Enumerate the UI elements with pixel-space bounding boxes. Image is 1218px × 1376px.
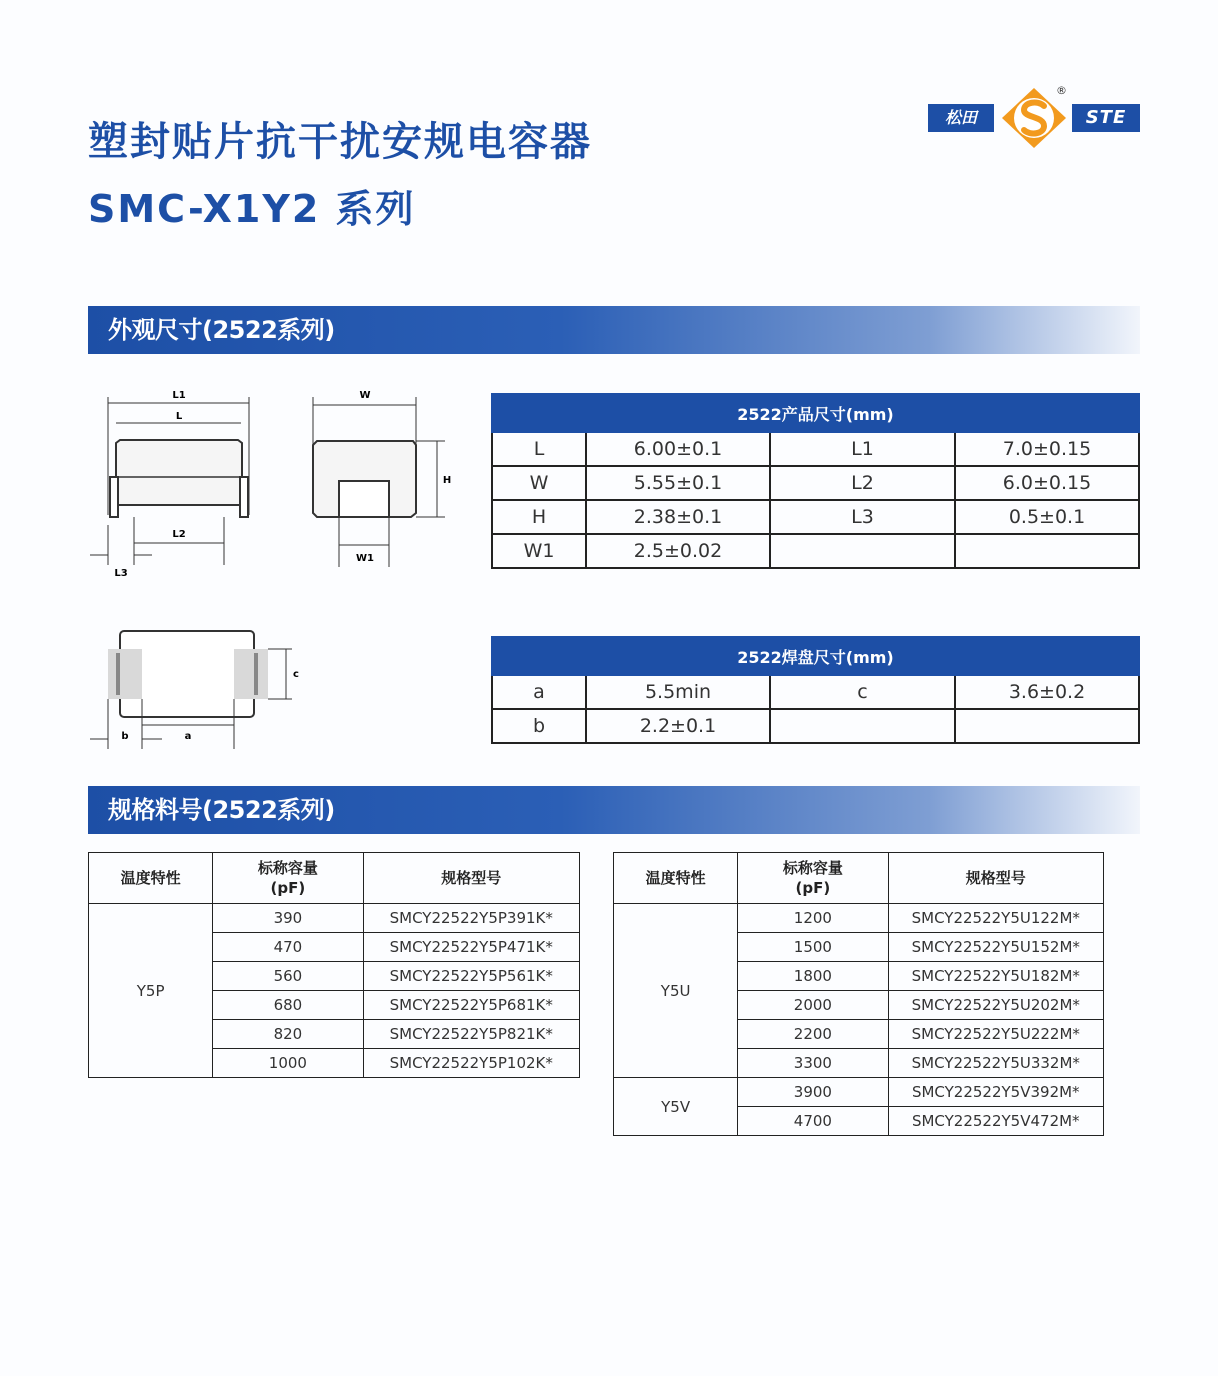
model-cell: SMCY22522Y5V392M*: [888, 1078, 1103, 1107]
logo-right-text: STE: [1072, 104, 1140, 132]
table-cell: [770, 709, 955, 743]
brand-logo: [928, 86, 1140, 150]
section-spec: 规格料号(2522系列): [88, 786, 1140, 834]
model-cell: SMCY22522Y5V472M*: [888, 1107, 1103, 1136]
table-cell: L3: [770, 500, 955, 534]
table-cell: c: [770, 675, 955, 709]
header-capacitance: 标称容量 (pF): [213, 853, 363, 904]
cap-cell: 1500: [738, 933, 888, 962]
table-cell: W1: [492, 534, 586, 568]
side-view-diagram: [86, 385, 266, 580]
table-cell: 2.38±0.1: [586, 500, 770, 534]
label-L2: L2: [172, 529, 186, 540]
product-dimensions-table: [491, 393, 1140, 569]
table-cell: W: [492, 466, 586, 500]
header-model: 规格型号: [888, 853, 1103, 904]
table-cell: 2.5±0.02: [586, 534, 770, 568]
model-cell: SMCY22522Y5P561K*: [363, 962, 579, 991]
model-cell: SMCY22522Y5P102K*: [363, 1049, 579, 1078]
table-cell: 2.2±0.1: [586, 709, 770, 743]
cap-cell: 470: [213, 933, 363, 962]
model-cell: SMCY22522Y5U182M*: [888, 962, 1103, 991]
pad-dimensions-table: [491, 636, 1140, 744]
page-subtitle: SMC-X1Y2 系列: [88, 187, 416, 231]
cap-cell: 820: [213, 1020, 363, 1049]
table-cell: 7.0±0.15: [955, 432, 1139, 466]
header-model: 规格型号: [363, 853, 579, 904]
pad-dimensions-title: 2522焊盘尺寸(mm): [492, 637, 1139, 675]
label-W: W: [359, 390, 371, 401]
model-cell: SMCY22522Y5U202M*: [888, 991, 1103, 1020]
cap-cell: 1000: [213, 1049, 363, 1078]
table-cell: 6.00±0.1: [586, 432, 770, 466]
model-cell: SMCY22522Y5U122M*: [888, 904, 1103, 933]
table-cell: 6.0±0.15: [955, 466, 1139, 500]
model-cell: SMCY22522Y5U152M*: [888, 933, 1103, 962]
temp-cell: Y5U: [614, 904, 738, 1078]
label-L1: L1: [172, 390, 186, 401]
table-row: [492, 466, 1139, 500]
table-row: [492, 709, 1139, 743]
table-row: [89, 904, 580, 933]
spec-table-left: [88, 852, 580, 1078]
table-cell: H: [492, 500, 586, 534]
table-cell: 5.5min: [586, 675, 770, 709]
cap-cell: 1800: [738, 962, 888, 991]
header-temp: 温度特性: [614, 853, 738, 904]
cap-cell: 2000: [738, 991, 888, 1020]
table-cell: b: [492, 709, 586, 743]
cap-cell: 680: [213, 991, 363, 1020]
pad-layout-diagram: [86, 625, 306, 755]
table-row: [492, 432, 1139, 466]
header-capacitance: 标称容量 (pF): [738, 853, 888, 904]
front-view-diagram: [305, 385, 465, 575]
logo-reg-mark: ®: [1056, 84, 1067, 97]
table-cell: [955, 709, 1139, 743]
model-cell: SMCY22522Y5U222M*: [888, 1020, 1103, 1049]
label-a: a: [184, 731, 192, 742]
table-cell: L2: [770, 466, 955, 500]
model-cell: SMCY22522Y5P681K*: [363, 991, 579, 1020]
cap-cell: 4700: [738, 1107, 888, 1136]
model-cell: SMCY22522Y5P391K*: [363, 904, 579, 933]
label-W1: W1: [356, 553, 374, 564]
table-cell: L1: [770, 432, 955, 466]
label-L: L: [175, 411, 183, 422]
label-L3: L3: [114, 568, 128, 579]
logo-left-text: 松田: [928, 104, 994, 132]
label-b: b: [121, 731, 129, 742]
label-H: H: [442, 475, 452, 486]
model-cell: SMCY22522Y5P821K*: [363, 1020, 579, 1049]
table-cell: 0.5±0.1: [955, 500, 1139, 534]
cap-cell: 560: [213, 962, 363, 991]
temp-cell: Y5V: [614, 1078, 738, 1136]
table-cell: 3.6±0.2: [955, 675, 1139, 709]
label-c: c: [293, 669, 299, 680]
product-dimensions-title: 2522产品尺寸(mm): [492, 394, 1139, 432]
table-row: [614, 1078, 1104, 1107]
table-row: [614, 904, 1104, 933]
section-appearance: 外观尺寸(2522系列): [88, 306, 1140, 354]
temp-cell: Y5P: [89, 904, 213, 1078]
cap-cell: 390: [213, 904, 363, 933]
header-temp: 温度特性: [89, 853, 213, 904]
table-cell: 5.55±0.1: [586, 466, 770, 500]
table-row: [492, 500, 1139, 534]
page-title: 塑封贴片抗干扰安规电容器: [88, 119, 592, 165]
cap-cell: 3900: [738, 1078, 888, 1107]
table-cell: [955, 534, 1139, 568]
cap-cell: 1200: [738, 904, 888, 933]
spec-table-right: [613, 852, 1104, 1136]
cap-cell: 3300: [738, 1049, 888, 1078]
model-cell: SMCY22522Y5P471K*: [363, 933, 579, 962]
table-row: [492, 675, 1139, 709]
table-row: [492, 534, 1139, 568]
table-cell: L: [492, 432, 586, 466]
table-cell: [770, 534, 955, 568]
model-cell: SMCY22522Y5U332M*: [888, 1049, 1103, 1078]
table-cell: a: [492, 675, 586, 709]
cap-cell: 2200: [738, 1020, 888, 1049]
